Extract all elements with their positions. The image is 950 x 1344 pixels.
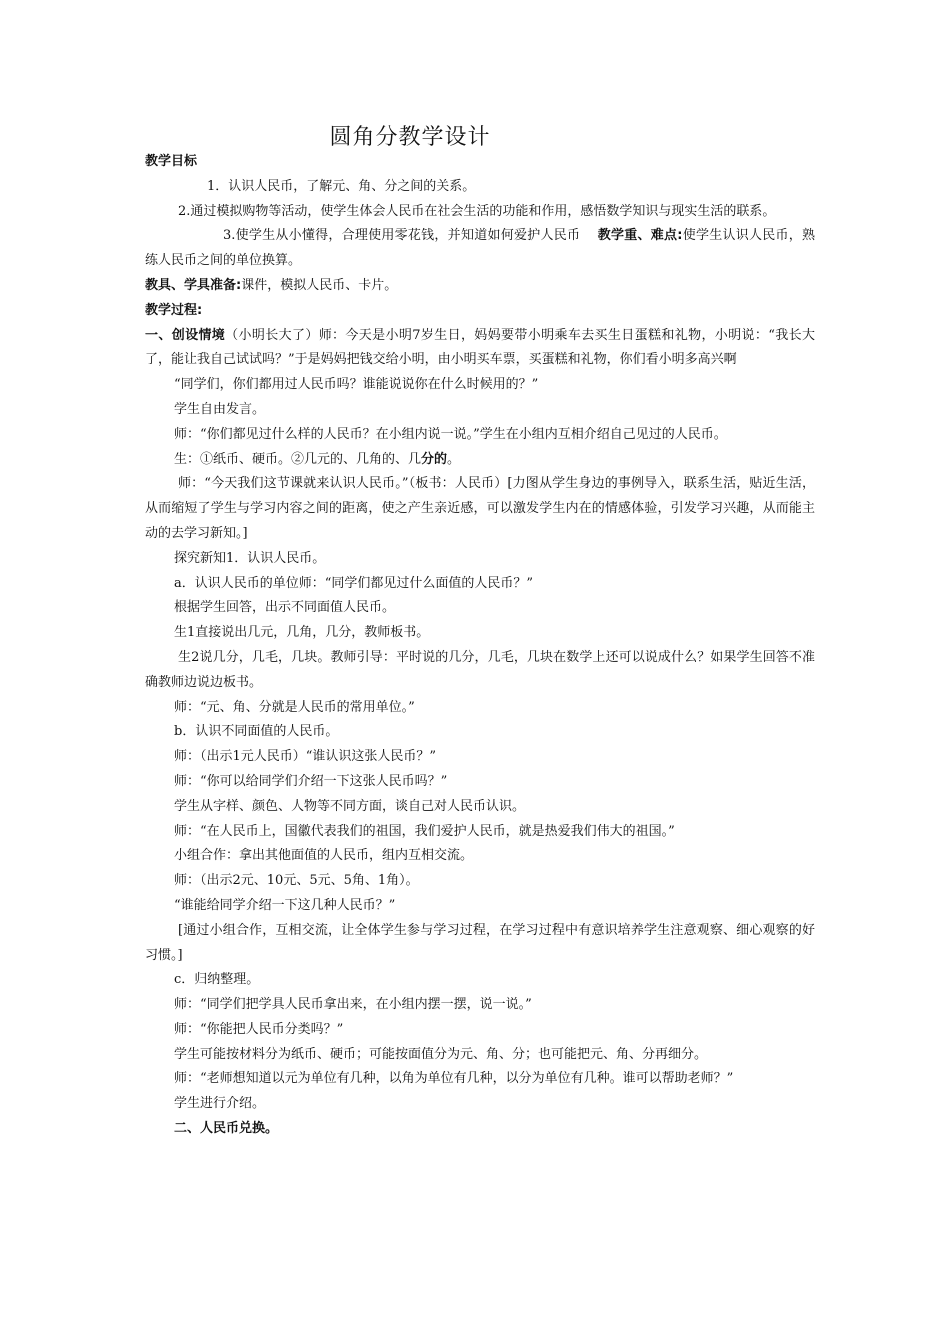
paragraph-line: b．认识不同面值的人民币。 <box>174 724 339 740</box>
paragraph-line: 生1直接说出几元，几角，几分，教师板书。 <box>174 625 430 641</box>
section-1-text: （小明长大了）师：今天是小明7岁生日，妈妈要带小明乘车去买生日蛋糕和礼物，小明说：“我长大了，能让我自己试试吗？”于是妈妈把钱交给小明，由小明买车票，买蛋糕和礼物，你们看小明多高兴啊 <box>145 327 815 368</box>
tools-line <box>145 274 815 299</box>
paragraph-line: [通过小组合作，互相交流，让全体学生参与学习过程，在学习过程中有意识培养学生注意观察、细心观察的好习惯。] <box>145 922 815 963</box>
line-bold-text: 分的 <box>421 451 448 467</box>
section-2-heading: 二、人民币兑换。 <box>174 1121 279 1137</box>
paragraph-line: “谁能给同学介绍一下这几种人民币？” <box>174 897 396 913</box>
paragraph-line: “同学们，你们都用过人民币吗？谁能说说你在什么时候用的？” <box>174 377 539 393</box>
paragraph-line: c．归纳整理。 <box>174 972 260 988</box>
paragraph-line: 师：（出示1元人民币）“谁认识这张人民币？” <box>174 749 437 765</box>
goal-1: 1．认识人民币，了解元、角、分之间的关系。 <box>207 178 476 194</box>
goal-3-text: 3.使学生从小懂得，合理使用零花钱，并知道如何爱护人民币 <box>223 228 581 244</box>
goals-heading: 教学目标 <box>145 154 198 169</box>
tools-label: 教具、学具准备: <box>145 277 242 293</box>
paragraph-line: 小组合作：拿出其他面值的人民币，组内互相交流。 <box>174 848 474 864</box>
tools-text: 课件，模拟人民币、卡片。 <box>241 277 398 293</box>
paragraph-line: 师：“老师想知道以元为单位有几种，以角为单位有几种，以分为单位有几种。谁可以帮助老师？” <box>174 1071 734 1087</box>
paragraph-line: 学生自由发言。 <box>174 401 266 417</box>
line-text: 生：①纸币、硬币。②几元的、几角的、几 <box>174 451 422 467</box>
paragraph-line: 师：“你能把人民币分类吗？” <box>174 1021 344 1037</box>
paragraph-line <box>145 448 815 473</box>
process-heading: 教学过程: <box>145 302 203 318</box>
keypoints-label: 教学重、难点: <box>597 228 683 244</box>
goal-3 <box>145 224 815 274</box>
goal-2: 2.通过模拟购物等活动，使学生体会人民币在社会生活的功能和作用，感悟数学知识与现实生活的联系。 <box>178 203 776 219</box>
paragraph-line: 师：“在人民币上，国徽代表我们的祖国，我们爱护人民币，就是热爱我们伟大的祖国。” <box>174 823 675 839</box>
paragraph-line: 师：“今天我们这节课就来认识人民币。”（板书：人民币）[力图从学生身边的事例导入，联系生活，贴近生活，从而缩短了学生与学习内容之间的距离，使之产生亲近感，可以激发学生内在的情感体验，引发学习兴趣，从而能主动的去学习新知。] <box>145 476 815 541</box>
paragraph-line: 师：“同学们把学具人民币拿出来，在小组内摆一摆，说一说。” <box>174 997 532 1013</box>
paragraph-line: 生2说几分，几毛，几块。教师引导：平时说的几分，几毛，几块在数学上还可以说成什么？如果学生回答不准确教师边说边板书。 <box>145 649 815 690</box>
paragraph-line: 探究新知1．认识人民币。 <box>174 550 326 566</box>
paragraph-line: 师：“元、角、分就是人民币的常用单位。” <box>174 699 415 715</box>
paragraph-line: 根据学生回答，出示不同面值人民币。 <box>174 600 396 616</box>
paragraph-line: 师：（出示2元、10元、5元、5角、1角）。 <box>174 873 419 889</box>
document-body <box>145 150 815 1142</box>
keypoints-text: 使学生认识人民币，熟练人民币之间的单位换算。 <box>145 228 816 269</box>
line-text: 。 <box>447 451 461 467</box>
document-title: 圆角分教学设计 <box>329 125 491 150</box>
paragraph-line: 师：“你可以给同学们介绍一下这张人民币吗？” <box>174 773 448 789</box>
paragraph-line: 师：“你们都见过什么样的人民币？在小组内说一说。”学生在小组内互相介绍自己见过的人民币。 <box>174 426 727 442</box>
section-1-intro <box>145 324 815 374</box>
paragraph-line: 学生可能按材料分为纸币、硬币；可能按面值分为元、角、分；也可能把元、角、分再细分。 <box>174 1046 708 1062</box>
paragraph-line: 学生进行介绍。 <box>174 1096 266 1112</box>
paragraph-line: 学生从字样、颜色、人物等不同方面，谈自己对人民币认识。 <box>174 798 526 814</box>
paragraph-line: a．认识人民币的单位师：“同学们都见过什么面值的人民币？” <box>174 575 534 591</box>
section-1-label: 一、创设情境 <box>145 327 226 343</box>
